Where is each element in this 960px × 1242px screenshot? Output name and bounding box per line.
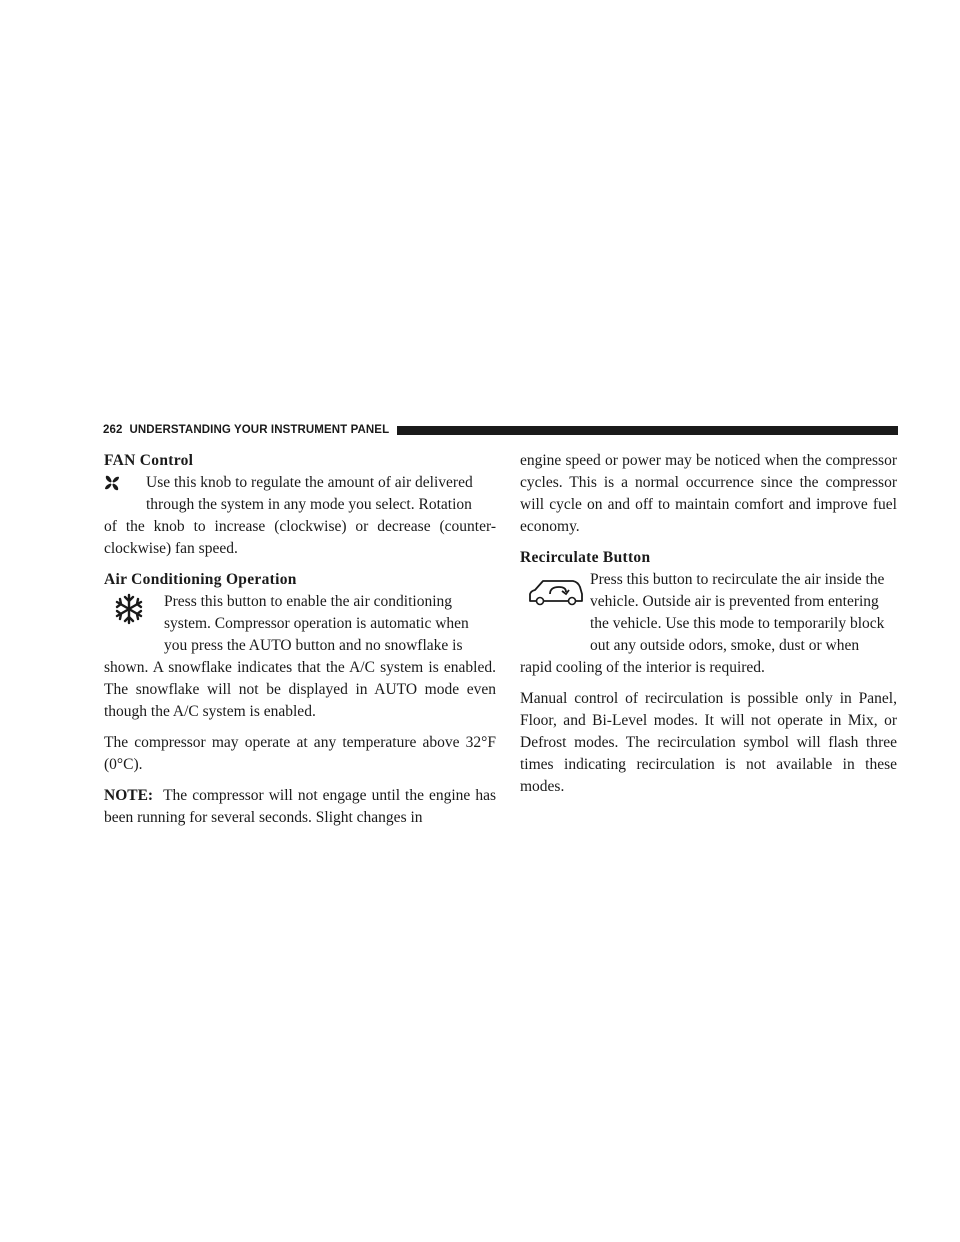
recirculation-icon [526,577,586,607]
ac-operation-heading: Air Conditioning Operation [104,571,297,588]
fan-icon [104,474,120,492]
ac-text-line-2: system. Compressor operation is automatic when [164,615,469,632]
ac-text-line-3: you press the AUTO button and no snowflake is [164,637,463,654]
fan-control-heading: FAN Control [104,452,194,469]
header-rule [397,426,898,435]
recirculate-text-line-4: out any outside odors, smoke, dust or when [590,637,860,654]
recirculate-text-line-3: the vehicle. Use this mode to temporarily block [590,615,885,632]
note-text: The compressor will not engage until the engine has been running for several seconds. Slight changes in [104,787,496,826]
recirculate-heading: Recirculate Button [520,549,651,566]
page-header [103,422,898,438]
note-paragraph [104,785,496,829]
manual-recirculation-paragraph: Manual control of recirculation is possible only in Panel, Floor, and Bi-Level modes. It will not operate in Mix, or Defrost modes. The recirculation symbol will flash three times indicating recirculation is not available in these modes. [520,690,897,795]
fan-control-section [104,472,496,560]
ac-text-line-1: Press this button to enable the air conditioning [164,593,452,610]
ac-operation-section [104,591,496,723]
recirculate-text-line-2: vehicle. Outside air is prevented from entering [590,593,879,610]
recirculate-text-rest: rapid cooling of the interior is required. [520,659,765,676]
fan-text-rest: of the knob to increase (clockwise) or decrease (counter-clockwise) fan speed. [104,518,496,557]
fan-text-line-2: through the system in any mode you select. Rotation [146,496,472,513]
compressor-continuation: engine speed or power may be noticed when the compressor cycles. This is a normal occurrence since the compressor will cycle on and off to maintain comfort and improve fuel economy. [520,452,897,535]
temperature-paragraph: The compressor may operate at any temperature above 32°F (0°C). [104,734,496,773]
left-column [104,450,496,829]
note-label: NOTE: [104,787,154,804]
snowflake-icon [112,592,146,626]
page-number: 262 [103,424,123,436]
ac-text-rest: shown. A snowflake indicates that the A/C system is enabled. The snowflake will not be displayed in AUTO mode even though the A/C system is enabled. [104,659,496,720]
fan-text-line-1: Use this knob to regulate the amount of air delivered [146,474,473,491]
recirculate-text-line-1: Press this button to recirculate the air inside the [590,571,885,588]
recirculate-section [520,569,897,679]
section-title: UNDERSTANDING YOUR INSTRUMENT PANEL [129,424,390,436]
right-column [520,450,897,798]
